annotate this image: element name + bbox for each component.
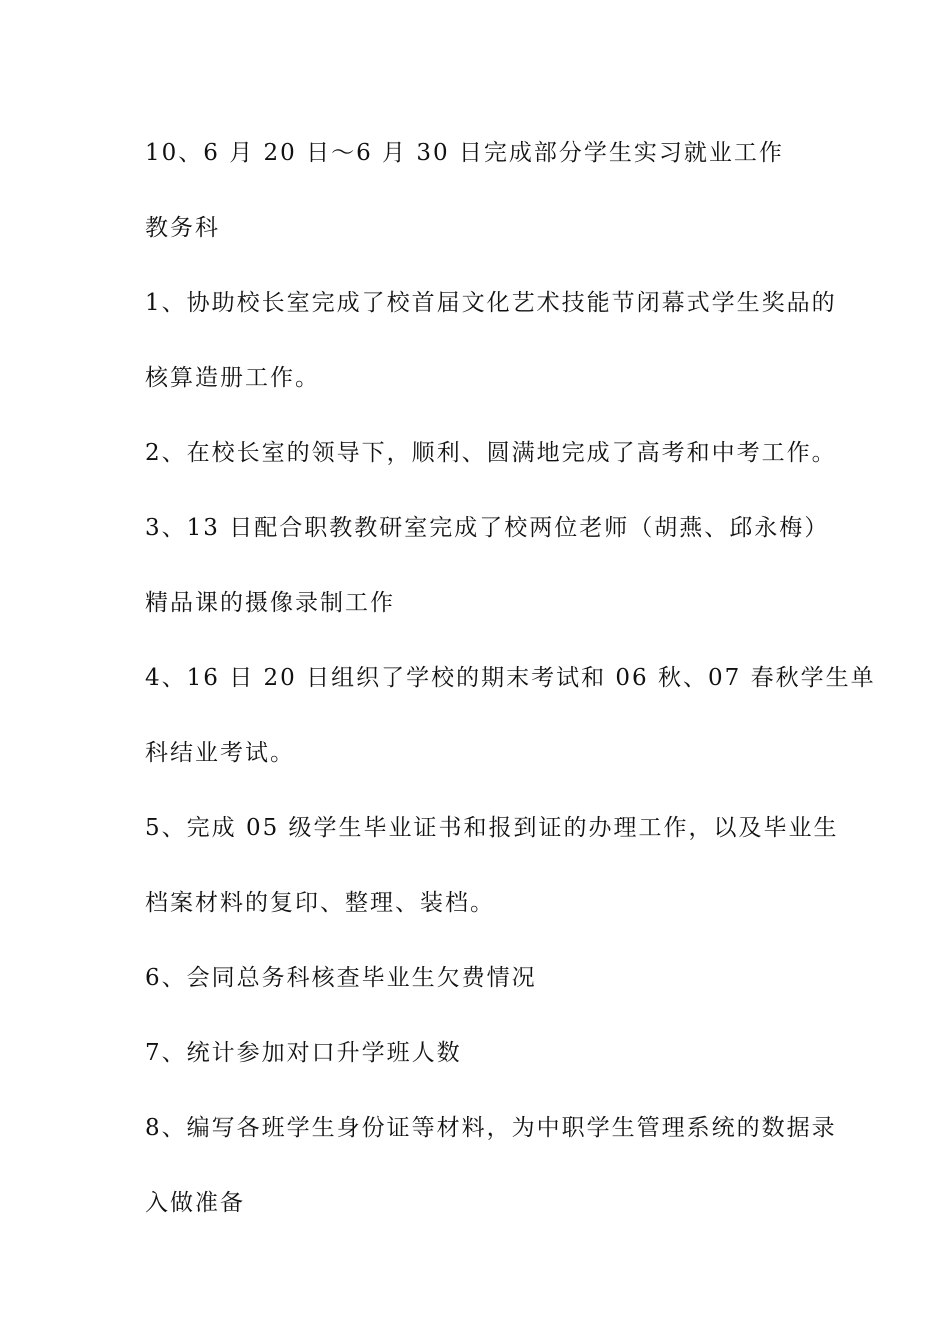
- section-heading-jiaowuke: 教务科: [145, 215, 220, 241]
- item-5-line-2: 档案材料的复印、整理、装档。: [145, 890, 495, 916]
- item-4-line-2: 科结业考试。: [145, 740, 295, 766]
- item-10-line: 10、6 月 20 日～6 月 30 日完成部分学生实习就业工作: [145, 140, 784, 166]
- item-8-line-1: 8、编写各班学生身份证等材料，为中职学生管理系统的数据录: [145, 1115, 837, 1141]
- document-body: [145, 133, 876, 1258]
- item-6-line: 6、会同总务科核查毕业生欠费情况: [145, 965, 537, 991]
- item-5-line-1: 5、完成 05 级学生毕业证书和报到证的办理工作，以及毕业生: [145, 815, 839, 841]
- item-8-line-2: 入做准备: [145, 1190, 245, 1216]
- item-7-line: 7、统计参加对口升学班人数: [145, 1040, 462, 1066]
- item-2-line: 2、在校长室的领导下，顺利、圆满地完成了高考和中考工作。: [145, 440, 837, 466]
- item-3-line-2: 精品课的摄像录制工作: [145, 590, 395, 616]
- item-1-line-1: 1、协助校长室完成了校首届文化艺术技能节闭幕式学生奖品的: [145, 290, 837, 316]
- item-1-line-2: 核算造册工作。: [145, 365, 320, 391]
- item-3-line-1: 3、13 日配合职教教研室完成了校两位老师（胡燕、邱永梅）: [145, 515, 830, 541]
- item-4-line-1: 4、16 日 20 日组织了学校的期末考试和 06 秋、07 春秋学生单: [145, 665, 876, 691]
